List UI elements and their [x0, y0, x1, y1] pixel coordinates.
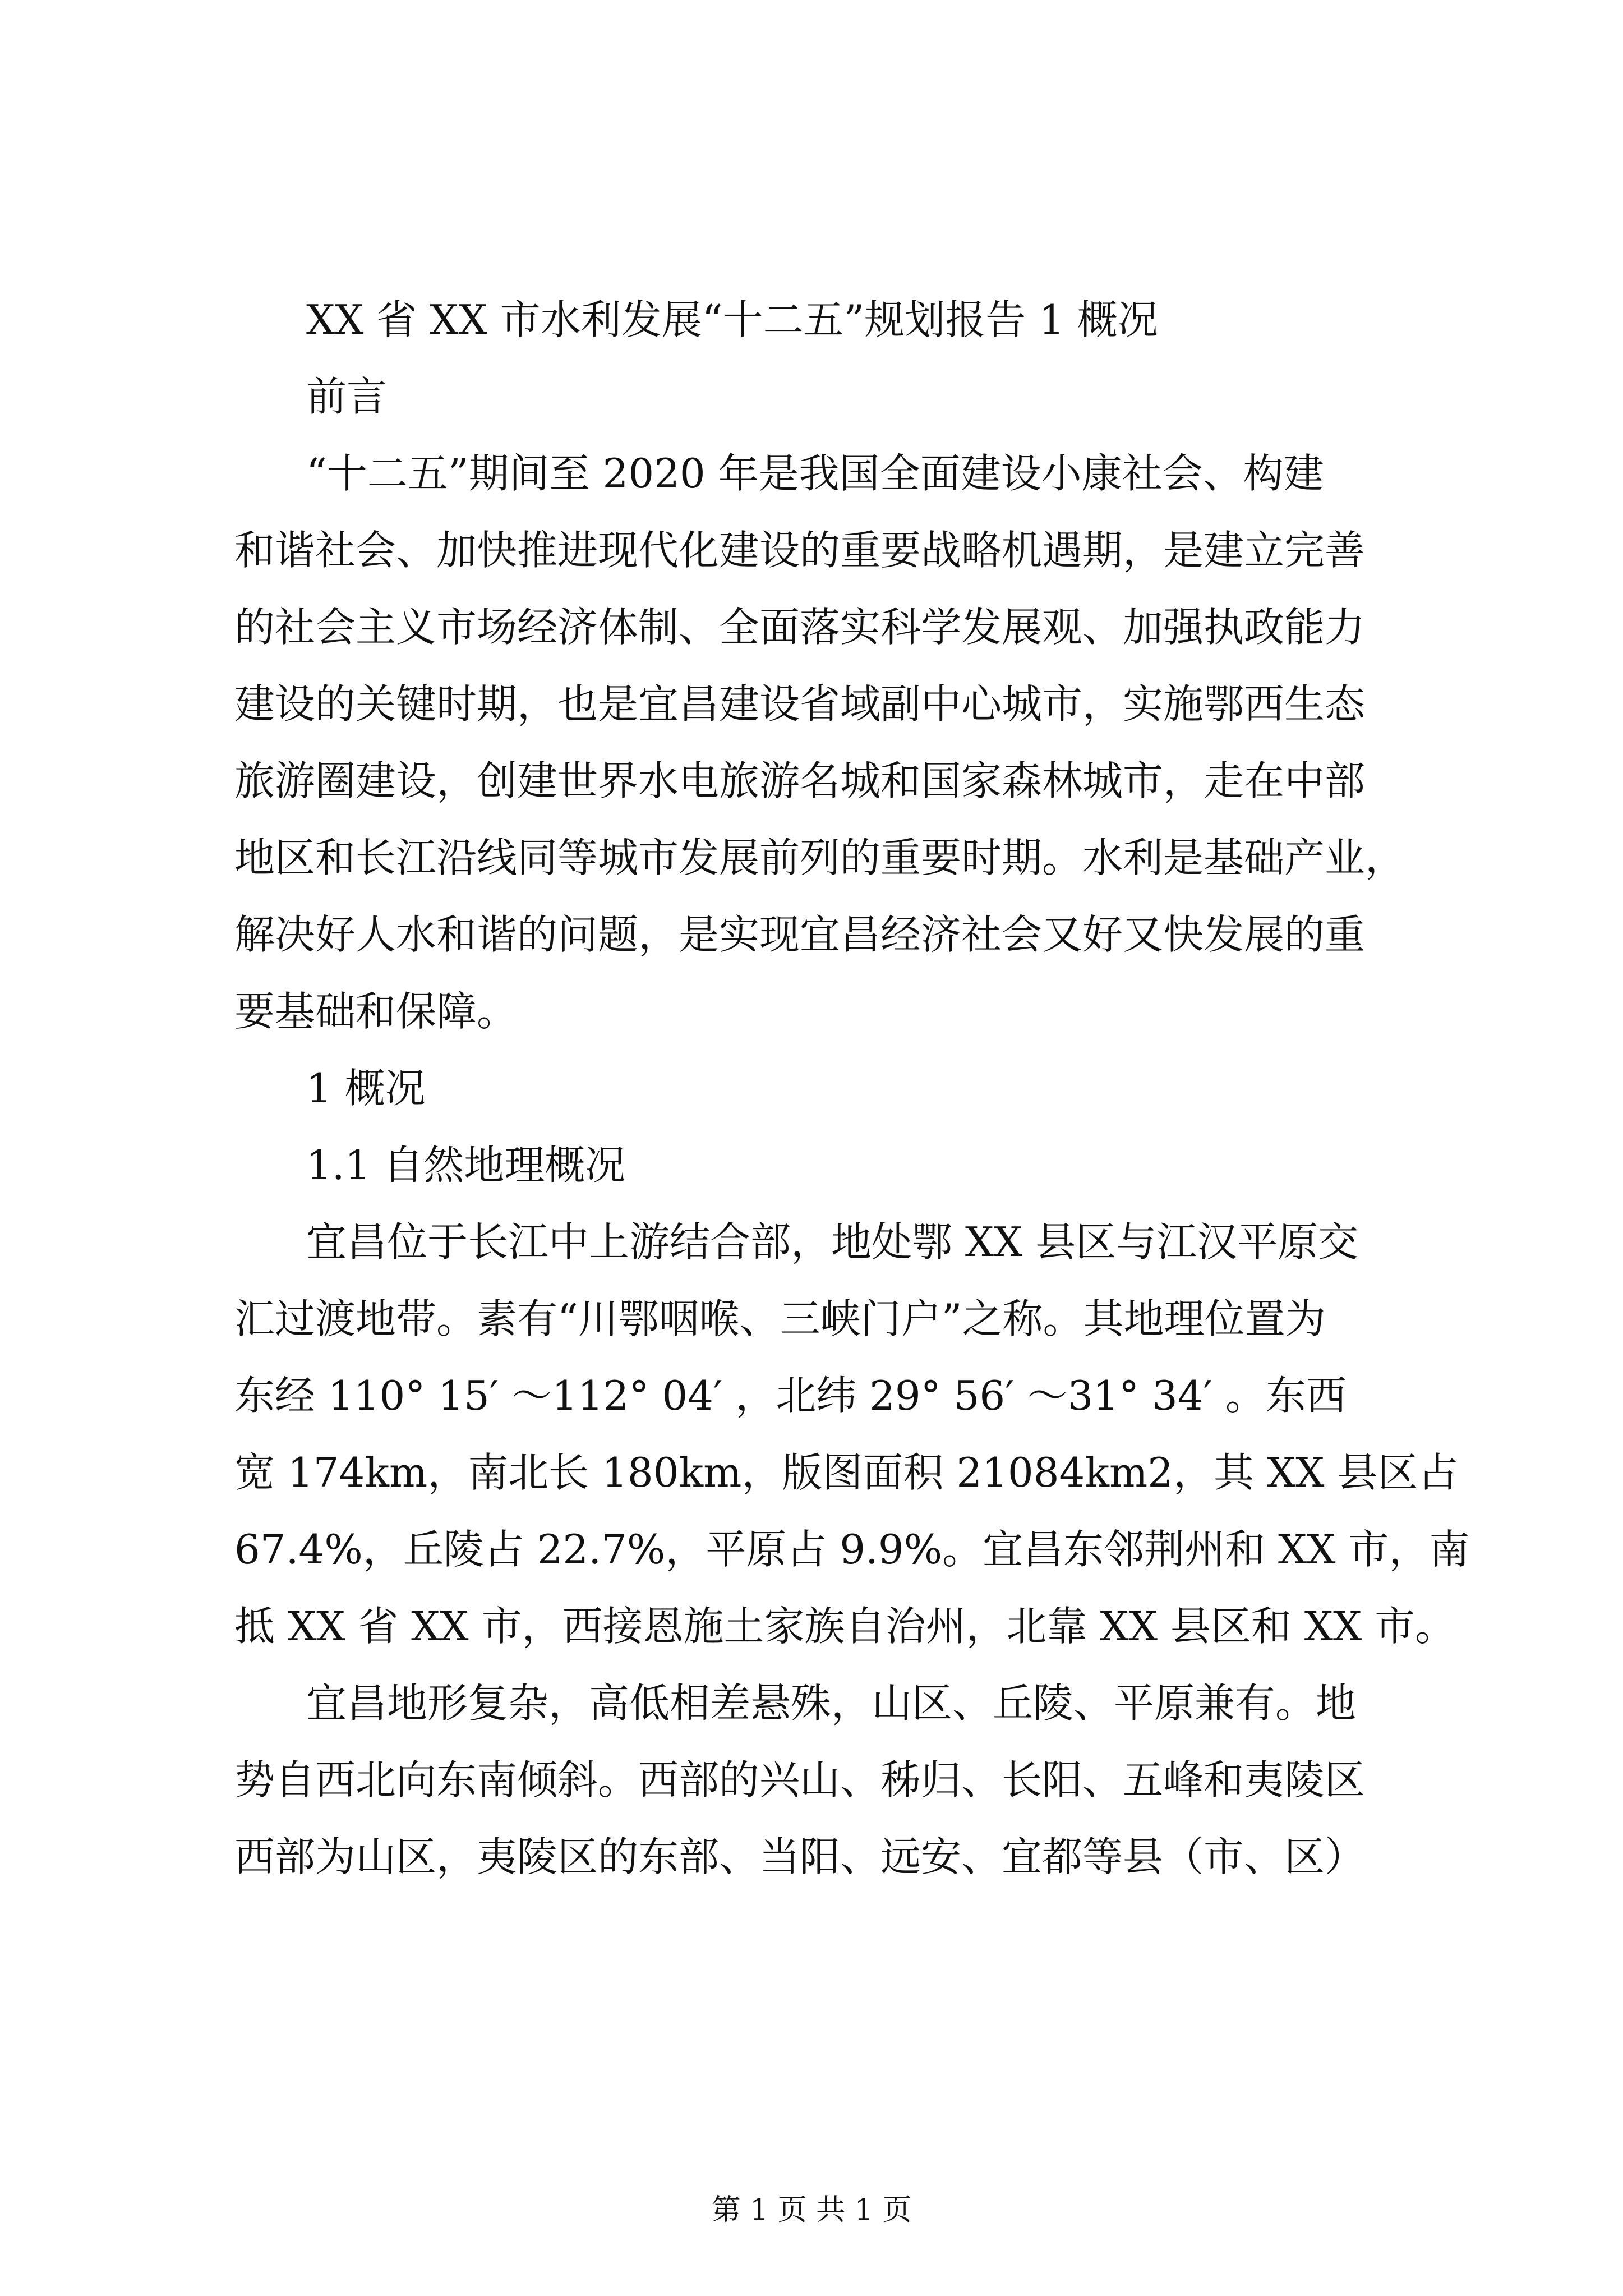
paragraph-line: 的社会主义市场经济体制、全面落实科学发展观、加强执政能力 — [234, 604, 1366, 651]
paragraph-line: 和谐社会、加快推进现代化建设的重要战略机遇期，是建立完善 — [234, 527, 1366, 574]
preface-heading: 前言 — [306, 373, 388, 420]
document-title: XX 省 XX 市水利发展“十二五”规划报告 1 概况 — [306, 296, 1158, 343]
paragraph-line: 势自西北向东南倾斜。西部的兴山、秭归、长阳、五峰和夷陵区 — [234, 1756, 1366, 1803]
paragraph-line: 东经 110° 15′ ～112° 04′ ，北纬 29° 56′ ～31° 34′ 。东西 — [234, 1372, 1347, 1419]
paragraph-line: 宽 174km，南北长 180km，版图面积 21084km2，其 XX 县区占 — [234, 1449, 1459, 1496]
paragraph-line: 宜昌位于长江中上游结合部，地处鄂 XX 县区与江汉平原交 — [306, 1218, 1359, 1266]
subsection-heading: 1.1 自然地理概况 — [306, 1142, 626, 1189]
document-body — [234, 282, 1470, 1895]
paragraph-line: 旅游圈建设，创建世界水电旅游名城和国家森林城市，走在中部 — [234, 757, 1366, 804]
paragraph-line: 解决好人水和谐的问题，是实现宜昌经济社会又好又快发展的重 — [234, 911, 1366, 958]
paragraph-line: 地区和长江沿线同等城市发展前列的重要时期。水利是基础产业， — [234, 834, 1406, 881]
paragraph-line: “十二五”期间至 2020 年是我国全面建设小康社会、构建 — [306, 450, 1324, 497]
section-heading: 1 概况 — [306, 1065, 426, 1112]
page-number-footer: 第 1 页 共 1 页 — [711, 2193, 912, 2227]
paragraph-line: 抵 XX 省 XX 市，西接恩施土家族自治州，北靠 XX 县区和 XX 市。 — [234, 1603, 1456, 1650]
paragraph-line: 要基础和保障。 — [234, 988, 518, 1035]
paragraph-line: 宜昌地形复杂，高低相差悬殊，山区、丘陵、平原兼有。地 — [306, 1680, 1357, 1727]
paragraph-line: 建设的关键时期，也是宜昌建设省域副中心城市，实施鄂西生态 — [234, 680, 1366, 728]
paragraph-line: 汇过渡地带。素有“川鄂咽喉、三峡门户”之称。其地理位置为 — [234, 1295, 1326, 1342]
paragraph-line: 西部为山区，夷陵区的东部、当阳、远安、宜都等县（市、区） — [234, 1833, 1366, 1880]
paragraph-line: 67.4%，丘陵占 22.7%，平原占 9.9%。宜昌东邻荆州和 XX 市，南 — [234, 1526, 1470, 1573]
